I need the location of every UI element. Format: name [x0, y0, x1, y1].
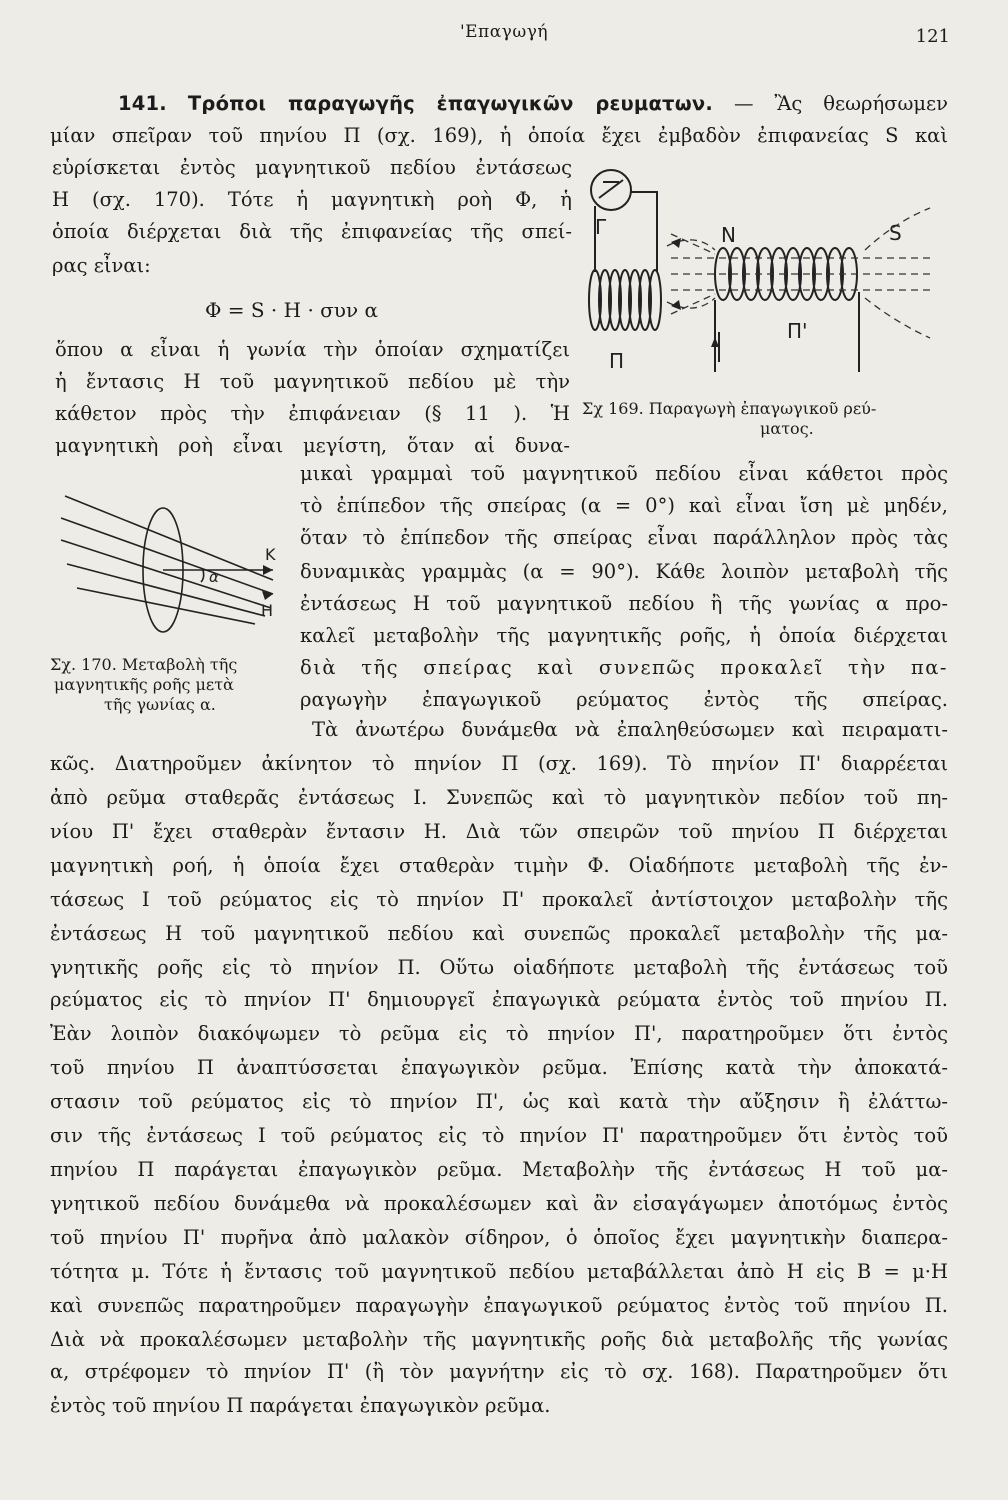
- section-number: 141.: [118, 92, 167, 115]
- current-arrow-icon: [711, 337, 719, 347]
- text-line: μαγνητικὴ ροή, ἡ ὁποία ἔχει σταθερὰν τιμὴν Φ. Οἱαδήποτε μεταβολὴ τῆς ἐν-: [50, 854, 948, 877]
- text-line: εὑρίσκεται ἐντὸς μαγνητικοῦ πεδίου ἐντάσεως: [52, 156, 572, 179]
- text-line: γνητικοῦ πεδίου δυνάμεθα νὰ προκαλέσωμεν καὶ ἂν εἰσαγάγωμεν ἀποτόμως ἐντὸς: [50, 1192, 948, 1215]
- label-coil-p-prime: Π': [787, 319, 808, 343]
- text-line: ἀπὸ ρεῦμα σταθερᾶς ἐντάσεως I. Συνεπῶς καὶ τὸ μαγνητικὸν πεδίον τοῦ πη-: [50, 786, 948, 809]
- text-line: ὅταν τὸ ἐπίπεδον τῆς σπείρας εἶναι παράλληλον πρὸς τὰς: [300, 526, 948, 549]
- figure-170-caption-cont: τῆς γωνίας α.: [104, 695, 216, 714]
- text-line: μίαν σπεῖραν τοῦ πηνίου Π (σχ. 169), ἡ ὁποία ἔχει ἐμβαδὸν ἐπιφανείας S καὶ: [50, 124, 948, 147]
- text-line: σιν τῆς ἐντάσεως I τοῦ ρεύματος εἰς τὸ πηνίον Π' παρατηροῦμεν ὅτι ἐντὸς τοῦ: [50, 1124, 948, 1147]
- section-intro: — Ἂς θεωρήσωμεν: [733, 92, 949, 115]
- text-line: ἡ ἔντασις H τοῦ μαγνητικοῦ πεδίου μὲ τὴν: [55, 370, 570, 393]
- text-line: κῶς. Διατηροῦμεν ἀκίνητον τὸ πηνίον Π (σχ. 169). Τὸ πηνίον Π' διαρρέεται: [50, 752, 948, 775]
- text-line: τάσεως I τοῦ ρεύματος εἰς τὸ πηνίον Π' προκαλεῖ ἀντίστοιχον μεταβολὴν τῆς: [50, 888, 948, 911]
- text-line: τότητα μ. Τότε ἡ ἔντασις τοῦ μαγνητικοῦ πεδίου μεταβάλλεται ἀπὸ H εἰς B = μ·H: [50, 1260, 948, 1283]
- text-line: ἐντάσεως H τοῦ μαγνητικοῦ πεδίου καὶ συνεπῶς προκαλεῖ μεταβολὴν τῆς μα-: [50, 922, 948, 945]
- text-line: ρεύματος εἰς τὸ πηνίον Π' δημιουργεῖ ἐπαγωγικὰ ρεύματα ἐντὸς τοῦ πηνίου Π.: [50, 988, 948, 1011]
- figure-169-induction-diagram: [575, 162, 955, 394]
- text-line: τοῦ πηνίου Π' πυρῆνα ἀπὸ μαλακὸν σίδηρον, ὁ ὁποῖος ἔχει μαγνητικὴν διαπερα-: [50, 1226, 948, 1249]
- section-title: Τρόποι παραγωγῆς ἐπαγωγικῶν ρευματων.: [187, 92, 713, 115]
- label-k: K: [265, 545, 276, 564]
- running-title: 'Επαγωγή: [459, 22, 549, 42]
- text-line: Ἐὰν λοιπὸν διακόψωμεν τὸ ρεῦμα εἰς τὸ πηνίον Π', παρατηροῦμεν ὅτι ἐντὸς: [50, 1022, 948, 1045]
- label-north: N: [721, 223, 736, 247]
- text-line: ὁποία διέρχεται διὰ τῆς ἐπιφανείας τῆς σπεί-: [52, 220, 572, 243]
- text-line: Διὰ νὰ προκαλέσωμεν μεταβολὴν τῆς μαγνητικῆς ροῆς διὰ μεταβολῆς τῆς γωνίας: [50, 1328, 948, 1351]
- text-line: τοῦ πηνίου Π ἀναπτύσσεται ἐπαγωγικὸν ρεῦμα. Ἐπίσης κατὰ τὴν ἀποκατά-: [50, 1056, 948, 1079]
- text-line: μικαὶ γραμμαὶ τοῦ μαγνητικοῦ πεδίου εἶναι κάθετοι πρὸς: [300, 462, 948, 485]
- label-h: H: [261, 601, 274, 620]
- text-line: α, στρέφομεν τὸ πηνίον Π' (ἢ τὸν μαγνήτην εἰς τὸ σχ. 168). Παρατηροῦμεν ὅτι: [50, 1360, 948, 1383]
- text-line: ρας εἶναι:: [52, 254, 151, 277]
- text-line: καὶ συνεπῶς παρατηροῦμεν παραγωγὴν ἐπαγωγικοῦ ρεύματος ἐντὸς τοῦ πηνίου Π.: [50, 1294, 948, 1317]
- section-heading: [118, 92, 948, 116]
- label-alpha: α: [209, 568, 219, 586]
- figure-170-caption-cont: μαγνητικῆς ροῆς μετὰ: [54, 675, 234, 694]
- text-line: μαγνητικὴ ροὴ εἶναι μεγίστη, ὅταν αἱ δυνα-: [55, 434, 570, 457]
- text-line: ἐντάσεως H τοῦ μαγνητικοῦ πεδίου ἢ τῆς γωνίας α προ-: [300, 592, 948, 615]
- field-arrow-icon: [671, 238, 681, 248]
- coil-p-windings: [589, 270, 661, 330]
- flux-formula: Φ = S · H · συν α: [205, 298, 378, 322]
- text-line: γνητικῆς ροῆς εἰς τὸ πηνίον Π. Οὕτω οἱαδήποτε μεταβολὴ τῆς ἐντάσεως τοῦ: [50, 956, 948, 979]
- figure-169-caption-cont: ματος.: [760, 419, 814, 438]
- label-galvanometer: Γ: [595, 215, 607, 239]
- text-line: νίου Π' ἔχει σταθερὰν ἔντασιν H. Διὰ τῶν σπειρῶν τοῦ πηνίου Π διέρχεται: [50, 820, 948, 843]
- text-line: Τὰ ἀνωτέρω δυνάμεθα νὰ ἐπαληθεύσωμεν καὶ πειραματι-: [312, 718, 948, 741]
- text-line: ραγωγὴν ἐπαγωγικοῦ ρεύματος ἐντὸς τῆς σπείρας.: [300, 688, 948, 711]
- text-line: ἐντὸς τοῦ πηνίου Π παράγεται ἐπαγωγικὸν ρεῦμα.: [50, 1394, 551, 1417]
- text-line: τὸ ἐπίπεδον τῆς σπείρας (α = 0°) καὶ εἶναι ἴση μὲ μηδέν,: [300, 494, 948, 517]
- label-south: S: [889, 221, 902, 245]
- text-line: διὰ τῆς σπείρας καὶ συνεπῶς προκαλεῖ τὴν πα-: [300, 656, 948, 679]
- text-line: καλεῖ μεταβολὴν τῆς μαγνητικῆς ροῆς, ἡ ὁποία διέρχεται: [300, 624, 948, 647]
- field-arrow-icon: [671, 300, 681, 310]
- text-line: δυναμικὰς γραμμὰς (α = 90°). Κάθε λοιπὸν μεταβολὴ τῆς: [300, 560, 948, 583]
- page-number: 121: [915, 26, 950, 47]
- text-line: ὅπου α εἶναι ἡ γωνία τὴν ὁποίαν σχηματίζει: [55, 338, 570, 361]
- figure-169-caption: Σχ 169. Παραγωγὴ ἐπαγωγικοῦ ρεύ-: [582, 399, 877, 418]
- figure-170-caption: Σχ. 170. Μεταβολὴ τῆς: [50, 655, 238, 674]
- text-line: στασιν τοῦ ρεύματος εἰς τὸ πηνίον Π', ὡς καὶ κατὰ τὴν αὔξησιν ἢ ἐλάττω-: [50, 1090, 948, 1113]
- text-line: πηνίου Π παράγεται ἐπαγωγικὸν ρεῦμα. Μεταβολὴν τῆς ἐντάσεως H τοῦ μα-: [50, 1158, 948, 1181]
- figure-170-loop-angle-diagram: [55, 492, 295, 642]
- label-coil-p: Π: [609, 349, 625, 373]
- text-line: H (σχ. 170). Τότε ἡ μαγνητικὴ ροὴ Φ, ἡ: [52, 188, 572, 211]
- text-line: κάθετον πρὸς τὴν ἐπιφάνειαν (§ 11 ). Ἡ: [55, 402, 570, 425]
- normal-arrow-icon: [263, 565, 273, 575]
